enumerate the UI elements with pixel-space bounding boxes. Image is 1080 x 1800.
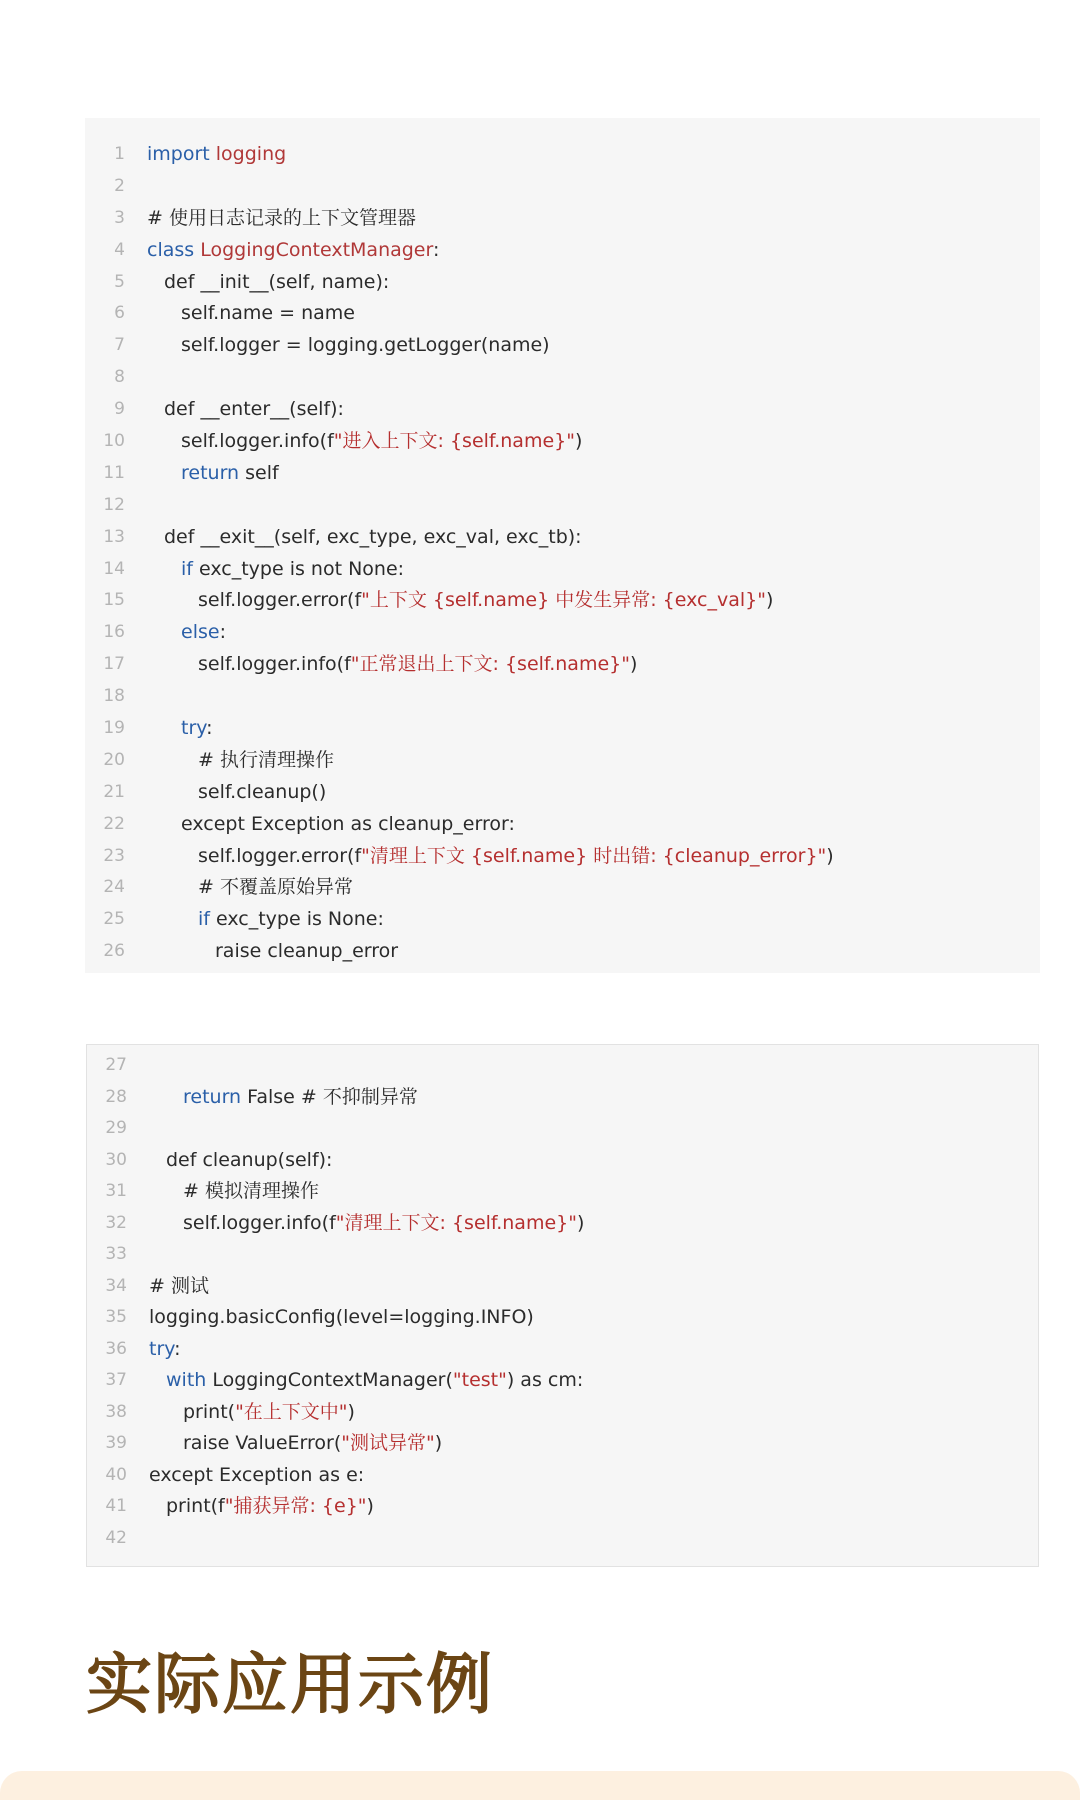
code-line: [85, 745, 1040, 777]
code-text: [166, 1145, 332, 1177]
code-token: return: [183, 1085, 248, 1108]
code-line: [85, 203, 1040, 235]
code-token: print(f: [166, 1495, 225, 1517]
code-line: [85, 139, 1040, 171]
line-number: 5: [114, 271, 125, 292]
code-text: [147, 139, 286, 171]
code-token: self.cleanup(): [198, 780, 327, 803]
code-text: [164, 267, 389, 299]
code-token: ): [434, 1432, 443, 1454]
line-number: 32: [105, 1212, 127, 1233]
code-text: [147, 235, 439, 267]
line-number: 15: [103, 590, 125, 611]
line-number: 6: [114, 303, 125, 324]
code-token: def __exit__(self, exc_type, exc_val, exc_tb):: [164, 525, 582, 548]
code-text: [183, 1176, 319, 1208]
code-line: [85, 777, 1040, 809]
code-text: [181, 330, 550, 362]
line-number: 31: [105, 1181, 127, 1201]
code-token: LoggingContextManager(: [212, 1369, 453, 1391]
code-token: except Exception as cleanup_error:: [181, 812, 515, 835]
line-number: 26: [103, 941, 125, 962]
code-text: [198, 649, 637, 681]
code-line: [87, 1428, 1038, 1460]
code-token: def __enter__(self):: [164, 398, 344, 421]
code-token: "捕获异常: {e}": [224, 1495, 367, 1517]
code-line: [85, 490, 1040, 522]
code-token: "清理上下文 {self.name} 时出错: {cleanup_error}": [361, 844, 827, 867]
code-text: [181, 554, 404, 586]
code-token: ): [366, 1495, 374, 1517]
code-line: [87, 1239, 1038, 1271]
code-line: [87, 1365, 1038, 1397]
code-line: [87, 1113, 1038, 1145]
code-token: ): [629, 653, 638, 676]
code-token: ): [826, 844, 834, 867]
line-number: 10: [103, 431, 125, 452]
line-number: 18: [103, 686, 125, 707]
line-number: 2: [114, 175, 125, 196]
line-number: 7: [114, 335, 125, 356]
code-token: logging.basicConfig(level=logging.INFO): [149, 1306, 534, 1328]
code-token: ): [574, 430, 583, 453]
code-token: ): [347, 1400, 355, 1423]
code-token: "在上下文中": [235, 1400, 348, 1423]
code-text: [198, 585, 773, 617]
code-token: "清理上下文: {self.name}": [335, 1211, 577, 1234]
code-token: # 不覆盖原始异常: [198, 876, 353, 899]
code-line: [87, 1176, 1038, 1208]
code-line: [87, 1050, 1038, 1082]
line-number: 28: [105, 1086, 127, 1107]
code-line: [87, 1208, 1038, 1240]
code-line: [85, 809, 1040, 841]
line-number: 23: [103, 845, 125, 866]
code-line: [85, 713, 1040, 745]
code-line: [85, 522, 1040, 554]
line-number: 40: [105, 1464, 127, 1485]
code-token: exc_type is None:: [216, 908, 384, 931]
code-line: [87, 1523, 1038, 1555]
code-text: [183, 1428, 442, 1460]
code-text: [149, 1302, 534, 1334]
code-line: [85, 298, 1040, 330]
code-text: [198, 904, 384, 936]
code-token: class: [147, 238, 201, 261]
code-token: "进入上下文: {self.name}": [333, 430, 575, 453]
code-token: :: [174, 1337, 181, 1360]
code-line: [87, 1302, 1038, 1334]
code-text: [181, 426, 582, 458]
code-text: [183, 1208, 584, 1240]
code-token: self.logger = logging.getLogger(name): [181, 334, 550, 357]
line-number: 8: [114, 367, 125, 388]
code-line: [85, 362, 1040, 394]
code-line: [85, 330, 1040, 362]
code-token: False # 不抑制异常: [247, 1085, 418, 1108]
line-number: 16: [103, 622, 125, 643]
code-line: [85, 554, 1040, 586]
code-token: import: [147, 143, 216, 165]
code-text: [166, 1491, 374, 1523]
code-token: print(: [183, 1400, 236, 1423]
code-line: [85, 617, 1040, 649]
code-text: [198, 841, 834, 873]
code-text: [164, 394, 344, 426]
code-text: [149, 1271, 209, 1303]
code-line: [87, 1460, 1038, 1492]
code-block-2: [86, 1044, 1039, 1567]
code-token: self.logger.info(f: [181, 430, 334, 453]
code-token: # 使用日志记录的上下文管理器: [147, 206, 416, 229]
code-line: [87, 1491, 1038, 1523]
code-line: [85, 458, 1040, 490]
code-text: [198, 777, 326, 809]
code-line: [87, 1334, 1038, 1366]
code-token: :: [219, 621, 226, 644]
code-line: [85, 585, 1040, 617]
code-line: [85, 681, 1040, 713]
code-line: [85, 171, 1040, 203]
code-text: [147, 203, 416, 235]
line-number: 33: [105, 1244, 127, 1264]
code-token: if: [198, 908, 217, 931]
code-token: return: [181, 461, 246, 484]
code-token: if: [181, 557, 200, 580]
code-line: [85, 649, 1040, 681]
line-number: 3: [114, 207, 125, 228]
line-number: 20: [103, 749, 125, 770]
line-number: 27: [105, 1055, 127, 1075]
code-token: # 执行清理操作: [198, 748, 334, 771]
line-number: 41: [105, 1496, 127, 1516]
code-token: self.logger.info(f: [183, 1211, 336, 1234]
code-text: [164, 522, 582, 554]
line-number: 35: [105, 1307, 127, 1327]
code-token: except Exception as e:: [149, 1463, 365, 1486]
code-token: self.logger.error(f: [198, 589, 362, 612]
line-number: 37: [105, 1370, 127, 1390]
code-token: :: [206, 717, 213, 740]
code-token: "正常退出上下文: {self.name}": [350, 653, 630, 676]
code-text: [181, 617, 226, 649]
code-line: [85, 235, 1040, 267]
line-number: 30: [105, 1149, 127, 1170]
code-line: [87, 1271, 1038, 1303]
code-text: [198, 872, 353, 904]
code-text: [149, 1334, 181, 1366]
line-number: 17: [103, 654, 125, 675]
code-line: [85, 267, 1040, 299]
code-token: with: [166, 1369, 213, 1391]
code-text: [198, 745, 334, 777]
line-number: 21: [103, 781, 125, 802]
line-number: 13: [103, 526, 125, 547]
code-line: [85, 841, 1040, 873]
code-text: [215, 936, 398, 968]
code-token: try: [181, 717, 207, 740]
line-number: 25: [103, 909, 125, 930]
line-number: 9: [114, 399, 125, 420]
code-line: [87, 1082, 1038, 1114]
line-number: 36: [105, 1338, 127, 1359]
code-token: # 模拟清理操作: [183, 1180, 319, 1202]
line-number: 11: [103, 462, 125, 483]
code-token: "上下文 {self.name} 中发生异常: {exc_val}": [361, 589, 766, 612]
line-number: 24: [103, 877, 125, 898]
code-token: "测试异常": [341, 1432, 435, 1454]
code-text: [181, 458, 279, 490]
code-text: [183, 1082, 418, 1114]
code-token: ) as cm:: [506, 1369, 584, 1391]
code-token: self: [245, 461, 279, 484]
bottom-panel: [0, 1771, 1080, 1800]
code-line: [87, 1145, 1038, 1177]
code-token: self.logger.error(f: [198, 844, 362, 867]
line-number: 12: [103, 494, 125, 515]
code-token: self.name = name: [181, 302, 355, 325]
code-token: exc_type is not None:: [199, 557, 405, 580]
code-token: def __init__(self, name):: [164, 270, 390, 293]
code-line: [87, 1397, 1038, 1429]
line-number: 14: [103, 558, 125, 579]
code-token: try: [149, 1337, 175, 1360]
code-text: [166, 1365, 583, 1397]
line-number: 4: [114, 239, 125, 260]
code-token: self.logger.info(f: [198, 653, 351, 676]
line-number: 29: [105, 1118, 127, 1138]
line-number: 1: [114, 144, 125, 164]
line-number: 38: [105, 1401, 127, 1422]
code-line: [85, 426, 1040, 458]
code-line: [85, 872, 1040, 904]
code-token: "test": [452, 1369, 507, 1391]
code-text: [149, 1460, 364, 1492]
code-token: def cleanup(self):: [166, 1148, 333, 1171]
code-token: else: [181, 621, 220, 644]
code-text: [181, 713, 213, 745]
code-text: [183, 1397, 355, 1429]
code-line: [85, 394, 1040, 426]
code-token: raise cleanup_error: [215, 940, 399, 963]
code-text: [181, 809, 515, 841]
line-number: 42: [105, 1527, 127, 1548]
code-block-1: [85, 118, 1040, 973]
code-token: :: [432, 238, 440, 261]
code-token: ): [765, 589, 774, 612]
line-number: 34: [105, 1275, 127, 1296]
code-token: LoggingContextManager: [200, 238, 433, 261]
code-token: # 测试: [149, 1274, 209, 1297]
code-token: ): [576, 1211, 585, 1234]
line-number: 22: [103, 813, 125, 834]
code-line: [85, 936, 1040, 968]
line-number: 19: [103, 718, 125, 739]
code-line: [85, 904, 1040, 936]
line-number: 39: [105, 1433, 127, 1453]
code-token: logging: [215, 143, 287, 165]
section-heading: 实际应用示例: [86, 1646, 494, 1723]
code-token: raise ValueError(: [183, 1432, 342, 1454]
code-text: [181, 298, 355, 330]
